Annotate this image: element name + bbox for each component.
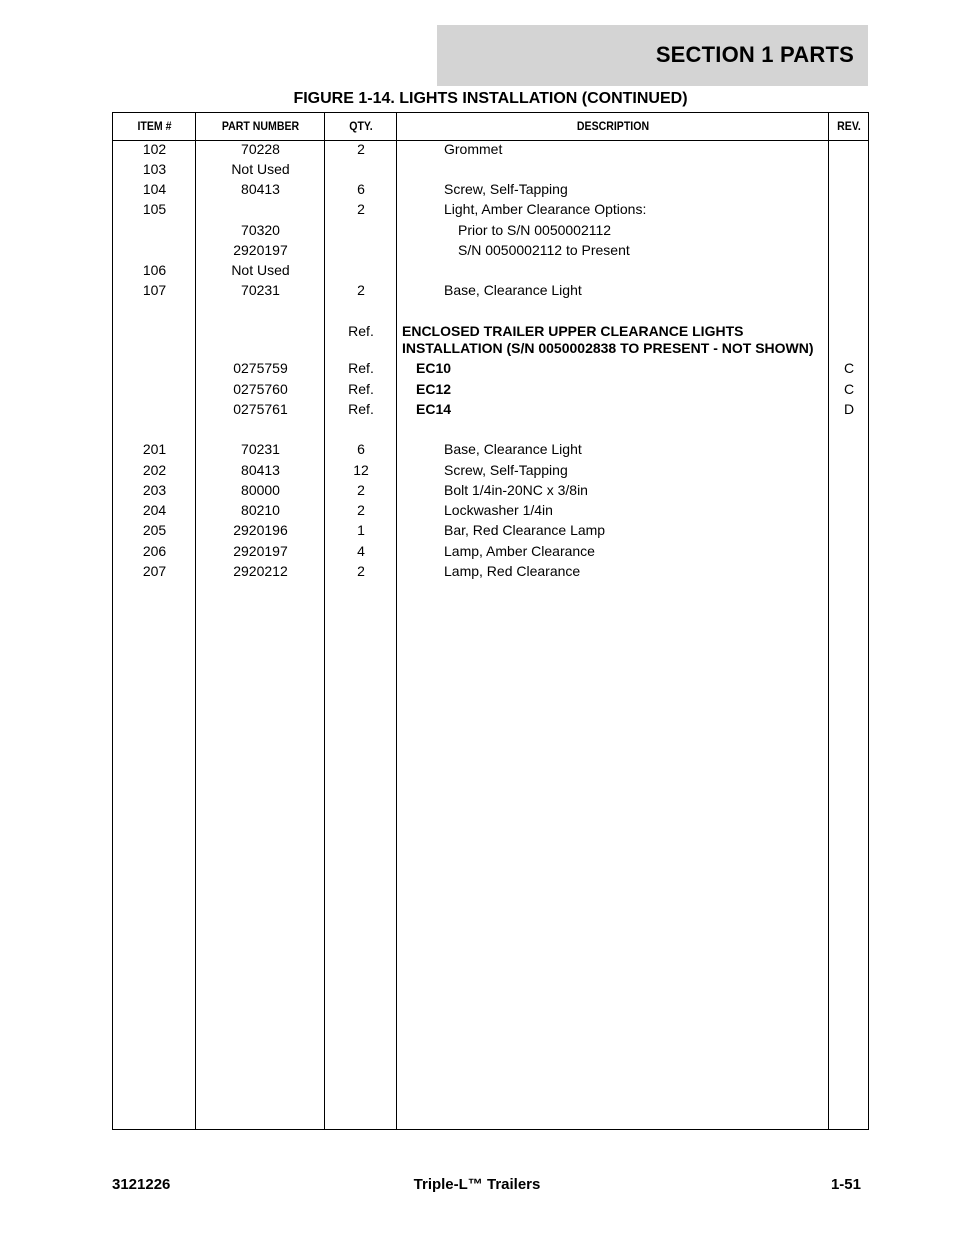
item-number: 104 — [142, 181, 167, 197]
header-qty: QTY. — [349, 119, 373, 133]
revision: D — [843, 401, 855, 417]
part-number: 0275761 — [233, 401, 288, 417]
part-number: 70231 — [241, 282, 280, 298]
part-number: 2920212 — [233, 563, 288, 579]
parts-table — [112, 112, 869, 1130]
part-number: 2920197 — [233, 543, 288, 559]
part-number: 80000 — [241, 482, 280, 498]
part-number: Not Used — [231, 161, 290, 177]
section-header-band — [437, 25, 868, 86]
footer-page-number: 1-51 — [830, 1176, 861, 1193]
table-row — [113, 281, 870, 301]
table-row — [113, 562, 870, 582]
part-number: 80413 — [241, 462, 280, 478]
description: Grommet — [444, 141, 503, 157]
part-number: 0275760 — [233, 381, 288, 397]
item-number: 204 — [142, 502, 167, 518]
quantity: Ref. — [348, 381, 374, 397]
header-description: DESCRIPTION — [576, 119, 650, 133]
quantity: 12 — [353, 462, 369, 478]
description: Lamp, Red Clearance — [444, 563, 581, 579]
section-title: SECTION 1 PARTS — [655, 42, 854, 67]
quantity: Ref. — [348, 323, 374, 339]
footer-product-name: Triple-L™ Trailers — [413, 1176, 541, 1193]
table-row — [113, 380, 870, 400]
table-row — [113, 501, 870, 521]
table-row — [113, 542, 870, 562]
footer-document-number: 3121226 — [112, 1176, 171, 1193]
item-number: 203 — [142, 482, 167, 498]
revision: C — [843, 381, 855, 397]
assembly-heading: ENCLOSED TRAILER UPPER CLEARANCE LIGHTS — [402, 323, 744, 339]
table-row — [113, 400, 870, 420]
table-row — [113, 180, 870, 200]
table-row — [113, 140, 870, 160]
revision: C — [843, 360, 855, 376]
table-row — [113, 359, 870, 379]
quantity: Ref. — [348, 401, 374, 417]
item-number: 206 — [142, 543, 167, 559]
part-number: 80210 — [241, 502, 280, 518]
item-number: 201 — [142, 441, 167, 457]
item-number: 106 — [142, 262, 167, 278]
description: Lamp, Amber Clearance — [444, 543, 595, 559]
description: S/N 0050002112 to Present — [458, 242, 630, 258]
table-row — [113, 241, 870, 261]
table-row — [113, 221, 870, 241]
table-row — [113, 339, 870, 359]
description: EC10 — [416, 360, 452, 376]
table-row — [113, 261, 870, 281]
item-number: 207 — [142, 563, 167, 579]
table-row — [113, 200, 870, 220]
header-item: ITEM # — [137, 119, 172, 133]
header-part-number: PART NUMBER — [221, 119, 300, 133]
item-number: 107 — [142, 282, 167, 298]
item-number: 102 — [142, 141, 167, 157]
table-row — [113, 481, 870, 501]
quantity: 6 — [357, 441, 365, 457]
part-number: 70228 — [241, 141, 280, 157]
quantity: 1 — [357, 522, 365, 538]
item-number: 205 — [142, 522, 167, 538]
quantity: 6 — [357, 181, 365, 197]
item-number: 202 — [142, 462, 167, 478]
part-number: 70320 — [241, 222, 280, 238]
description: EC14 — [416, 401, 452, 417]
description: Lockwasher 1/4in — [444, 502, 553, 518]
quantity: 2 — [357, 282, 365, 298]
part-number: 0275759 — [233, 360, 288, 376]
table-row — [113, 521, 870, 541]
figure-title: FIGURE 1-14. LIGHTS INSTALLATION (CONTINUED) — [293, 90, 688, 107]
quantity: 2 — [357, 502, 365, 518]
description: Bolt 1/4in-20NC x 3/8in — [444, 482, 588, 498]
part-number: Not Used — [231, 262, 290, 278]
description: Screw, Self-Tapping — [444, 181, 568, 197]
assembly-heading: INSTALLATION (S/N 0050002838 TO PRESENT - NOT SHOWN) — [402, 340, 814, 356]
description: Base, Clearance Light — [444, 441, 582, 457]
description: Base, Clearance Light — [444, 282, 582, 298]
table-row — [113, 461, 870, 481]
part-number: 80413 — [241, 181, 280, 197]
part-number: 2920196 — [233, 522, 288, 538]
part-number: 70231 — [241, 441, 280, 457]
quantity: 2 — [357, 201, 365, 217]
quantity: Ref. — [348, 360, 374, 376]
description: Screw, Self-Tapping — [444, 462, 568, 478]
part-number: 2920197 — [233, 242, 288, 258]
quantity: 2 — [357, 141, 365, 157]
table-row — [113, 160, 870, 180]
description: Bar, Red Clearance Lamp — [444, 522, 606, 538]
quantity: 4 — [357, 543, 365, 559]
description: EC12 — [416, 381, 452, 397]
table-row — [113, 440, 870, 460]
quantity: 2 — [357, 563, 365, 579]
item-number: 105 — [142, 201, 167, 217]
description: Prior to S/N 0050002112 — [458, 222, 612, 238]
description: Light, Amber Clearance Options: — [444, 201, 647, 217]
header-rev: REV. — [837, 119, 861, 133]
quantity: 2 — [357, 482, 365, 498]
item-number: 103 — [142, 161, 167, 177]
